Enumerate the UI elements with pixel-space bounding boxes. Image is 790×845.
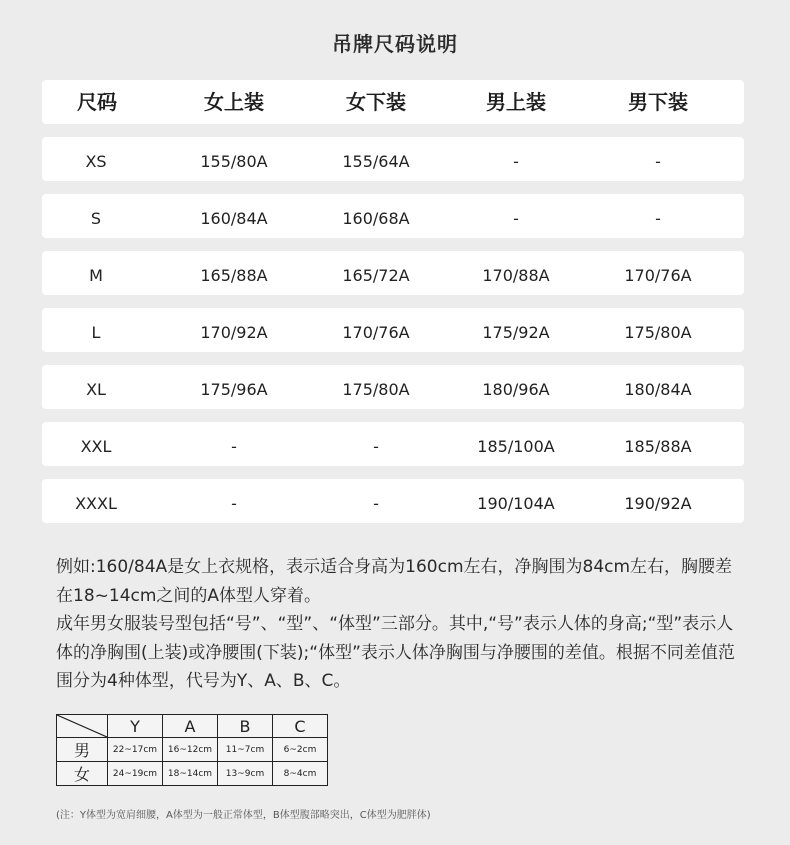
women-top-cell: 160/84A <box>200 209 268 228</box>
value-cell: 11~7cm <box>218 738 273 762</box>
size-cell: L <box>91 323 101 342</box>
men-top-cell: 175/92A <box>482 323 550 342</box>
table-row <box>42 308 744 352</box>
value-cell: 8~4cm <box>273 762 328 786</box>
size-cell: XXXL <box>75 494 117 513</box>
women-bottom-cell: 160/68A <box>342 209 410 228</box>
women-bottom-cell: - <box>373 437 379 456</box>
men-bottom-cell: - <box>655 152 661 171</box>
body-type-table <box>56 714 328 786</box>
footnote: (注：Y体型为宽肩细腰，A体型为一般正常体型，B体型腹部略突出，C体型为肥胖体) <box>56 810 431 821</box>
size-cell: XXL <box>80 437 112 456</box>
corner-cell <box>57 715 108 738</box>
page-title: 吊牌尺码说明 <box>332 32 458 56</box>
header-men-top: 男上装 <box>486 90 546 114</box>
table-row <box>57 762 328 786</box>
women-top-cell: - <box>231 494 237 513</box>
value-cell: 24~19cm <box>108 762 163 786</box>
row-label-female: 女 <box>57 762 108 786</box>
body-type-header-row <box>57 715 328 738</box>
men-top-cell: 185/100A <box>477 437 555 456</box>
women-bottom-cell: 155/64A <box>342 152 410 171</box>
header-size: 尺码 <box>77 90 117 114</box>
size-cell: S <box>90 209 102 228</box>
table-row <box>42 194 744 238</box>
men-bottom-cell: 190/92A <box>624 494 692 513</box>
header-y: Y <box>108 715 163 738</box>
table-row <box>57 738 328 762</box>
value-cell: 16~12cm <box>163 738 218 762</box>
value-cell: 6~2cm <box>273 738 328 762</box>
header-b: B <box>218 715 273 738</box>
size-table-header <box>42 80 744 124</box>
size-cell: M <box>89 266 103 285</box>
women-top-cell: 175/96A <box>200 380 268 399</box>
diagonal-line <box>57 715 107 737</box>
women-bottom-cell: 175/80A <box>342 380 410 399</box>
header-c: C <box>273 715 328 738</box>
men-bottom-cell: 170/76A <box>624 266 692 285</box>
women-top-cell: 165/88A <box>200 266 268 285</box>
men-top-cell: - <box>513 152 519 171</box>
header-men-bottom: 男下装 <box>628 90 688 114</box>
row-label-male: 男 <box>57 738 108 762</box>
value-cell: 13~9cm <box>218 762 273 786</box>
header-women-bottom: 女下装 <box>346 90 406 114</box>
size-cell: XL <box>86 380 106 399</box>
size-explanation <box>56 553 746 696</box>
women-top-cell: - <box>231 437 237 456</box>
table-row <box>42 479 744 523</box>
men-top-cell: 190/104A <box>477 494 555 513</box>
men-bottom-cell: 180/84A <box>624 380 692 399</box>
size-cell: XS <box>85 152 107 171</box>
body-type-paragraph: 成年男女服装号型包括“号”、“型”、“体型”三部分。其中,“号”表示人体的身高;“型”表示人体的净胸围(上装)或净腰围(下装);“体型”表示人体净胸围与净腰围的差值。根据不同差值范围分为4种体型，代号为Y、A、B、C。 <box>56 614 735 691</box>
women-top-cell: 155/80A <box>200 152 268 171</box>
table-row <box>42 251 744 295</box>
table-row <box>42 137 744 181</box>
men-bottom-cell: 185/88A <box>624 437 692 456</box>
women-bottom-cell: - <box>373 494 379 513</box>
men-bottom-cell: 175/80A <box>624 323 692 342</box>
value-cell: 22~17cm <box>108 738 163 762</box>
women-top-cell: 170/92A <box>200 323 268 342</box>
women-bottom-cell: 170/76A <box>342 323 410 342</box>
example-paragraph: 例如:160/84A是女上衣规格，表示适合身高为160cm左右，净胸围为84cm左右，胸腰差在18~14cm之间的A体型人穿着。 <box>56 557 733 606</box>
value-cell: 18~14cm <box>163 762 218 786</box>
header-women-top: 女上装 <box>204 90 264 114</box>
men-top-cell: - <box>513 209 519 228</box>
header-a: A <box>163 715 218 738</box>
men-top-cell: 170/88A <box>482 266 550 285</box>
men-bottom-cell: - <box>655 209 661 228</box>
table-row <box>42 365 744 409</box>
women-bottom-cell: 165/72A <box>342 266 410 285</box>
table-row <box>42 422 744 466</box>
men-top-cell: 180/96A <box>482 380 550 399</box>
